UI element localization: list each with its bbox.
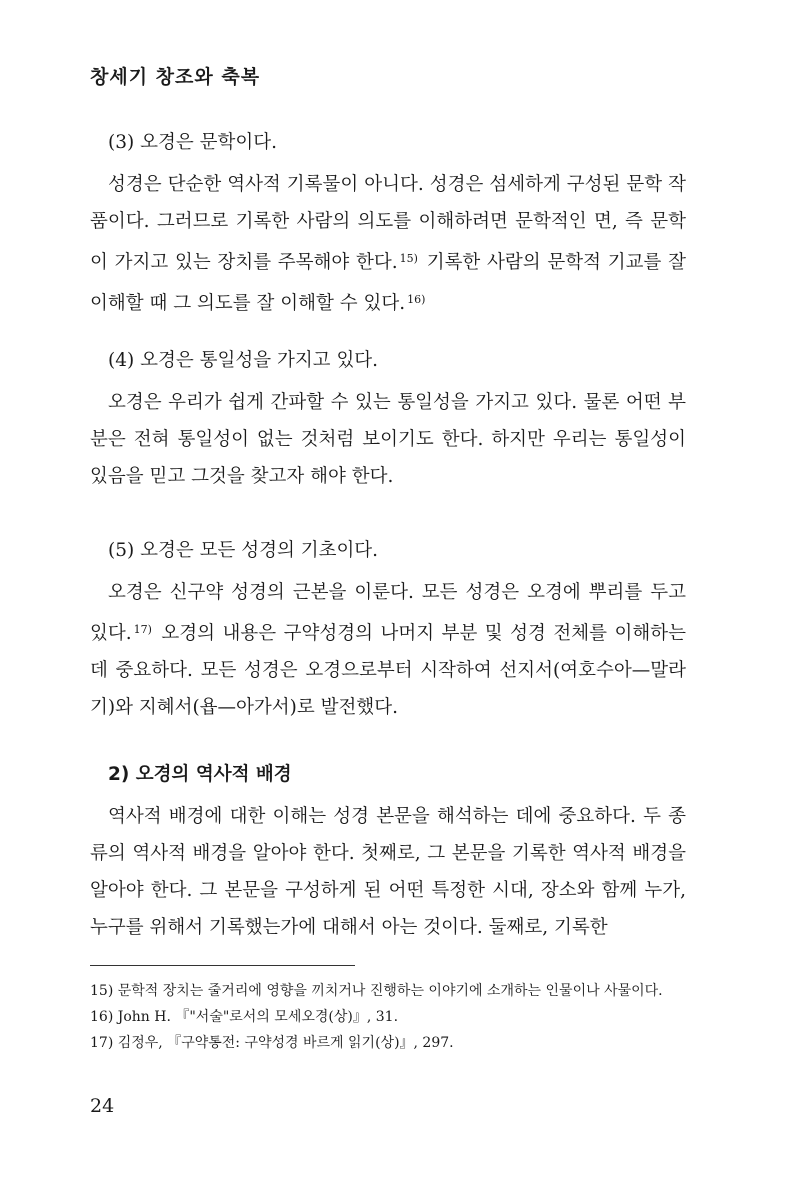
section-heading: (4) 오경은 통일성을 가지고 있다.	[108, 350, 379, 371]
running-head: 창세기 창조와 축복	[90, 66, 261, 88]
section-pentateuch-literature	[90, 128, 686, 322]
footnote-16: 16) John H. 『"서술"로서의 모세오경(상)』, 31.	[90, 1009, 399, 1025]
footnotes	[90, 980, 690, 1058]
section-pentateuch-unity	[90, 346, 686, 495]
footnote-divider	[90, 965, 355, 966]
subsection-heading: 2) 오경의 역사적 배경	[108, 764, 292, 785]
body-paragraph	[90, 574, 686, 726]
body-paragraph	[90, 384, 686, 495]
paragraph-text: 오경은 신구약 성경의 근본을 이룬다. 모든 성경은 오경에 뿌리를 두고 있다.	[90, 582, 686, 644]
footnote-17: 17) 김정우, 『구약통전: 구약성경 바르게 읽기(상)』, 297.	[90, 1035, 454, 1051]
paragraph-text: 오경의 내용은 구약성경의 나머지 부분 및 성경 전체를 이해하는 데 중요하다. 모든 성경은 오경으로부터 시작하여 선지서(여호수아—말라기)와 지혜서(욥—아가서)로 발전했다.	[90, 623, 686, 718]
body-paragraph: 역사적 배경에 대한 이해는 성경 본문을 해석하는 데에 중요하다. 두 종류의 역사적 배경을 알아야 한다. 첫째로, 그 본문을 기록한 역사적 배경을 알아야 한다. 그 본문을 구성하게 된 어떤 특정한 시대, 장소와 함께 누가, 누구를 위해서 기록했는가에 대해서 아는 것이다. 둘째로, 기록한	[90, 806, 686, 938]
subsection-historical-background	[90, 760, 686, 946]
paragraph-text: 오경은 우리가 쉽게 간파할 수 있는 통일성을 가지고 있다. 물론 어떤 부분은 전혀 통일성이 없는 것처럼 보이기도 한다. 하지만 우리는 통일성이 있음을 믿고 그것을 찾고자 해야 한다.	[90, 392, 686, 487]
section-heading: (3) 오경은 문학이다.	[108, 132, 277, 153]
paragraph-text: 성경은 단순한 역사적 기록물이 아니다. 성경은 섬세하게 구성된 문학 작품이다. 그러므로 기록한 사람의 의도를 이해하려면 문학적인 면, 즉 문학이 가지고 있는 장치를 주목해야 한다.	[90, 174, 686, 273]
footnote-ref-16: 16)	[407, 293, 426, 306]
page-number: 24	[90, 1095, 115, 1117]
footnote-ref-15: 15)	[399, 252, 418, 265]
body-paragraph	[90, 166, 686, 322]
footnote-ref-17: 17)	[133, 623, 152, 636]
footnote-15: 15) 문학적 장치는 줄거리에 영향을 끼치거나 진행하는 이야기에 소개하는 인물이나 사물이다.	[90, 983, 663, 999]
section-pentateuch-foundation	[90, 536, 686, 726]
section-heading: (5) 오경은 모든 성경의 기초이다.	[108, 540, 379, 561]
paragraph-text: 기록한 사람의 문학적 기교를 잘 이해할 때 그 의도를 잘 이해할 수 있다.	[90, 252, 686, 314]
